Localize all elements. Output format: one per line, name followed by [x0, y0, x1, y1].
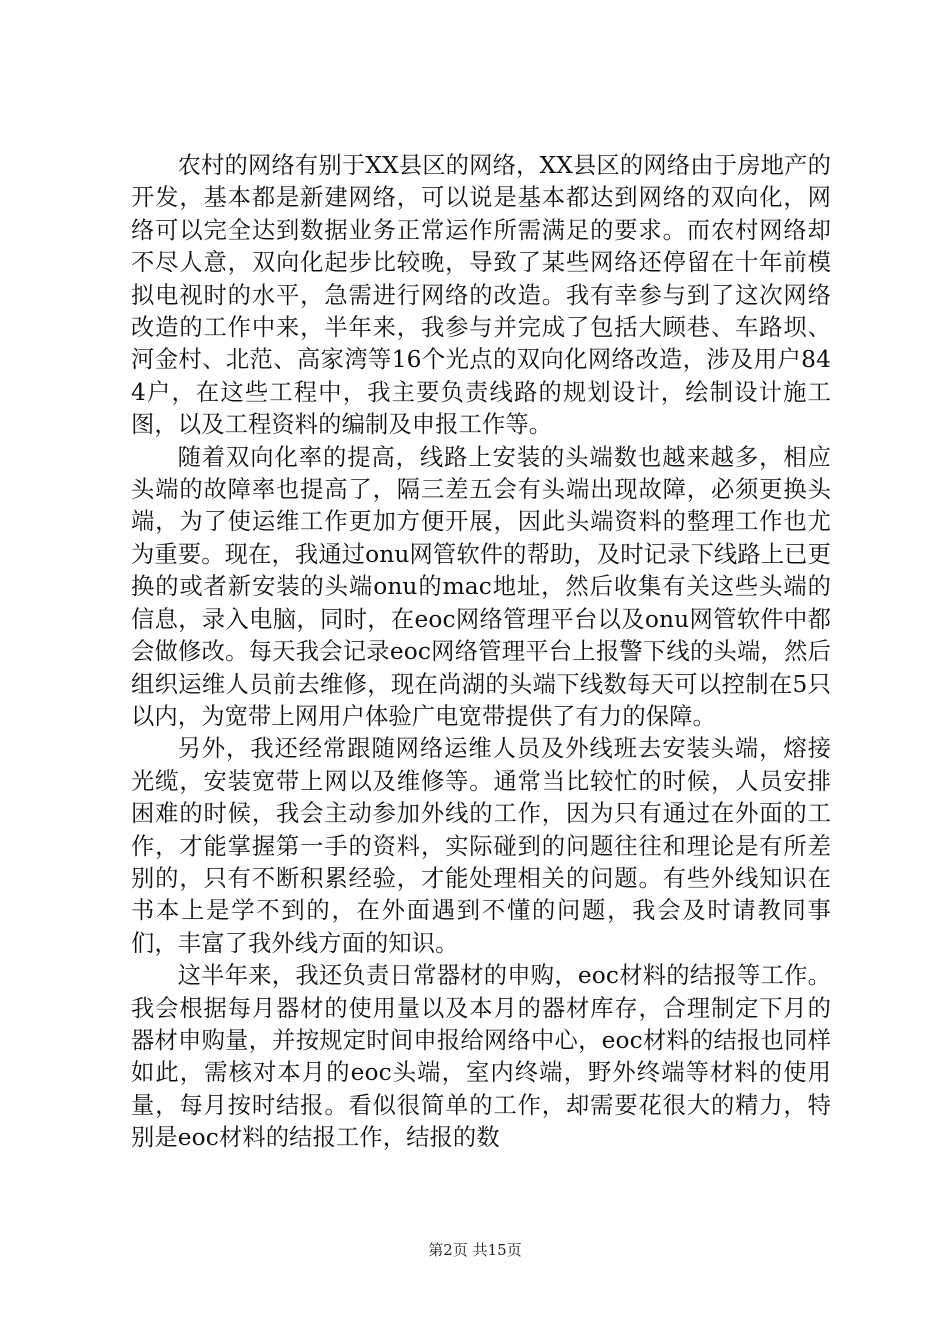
- page-number-footer: 第2页 共15页: [428, 1241, 522, 1259]
- document-body: [131, 150, 831, 1155]
- paragraph-rural-network: 农村的网络有别于XX县区的网络，XX县区的网络由于房地产的开发，基本都是新建网络，可以说是基本都达到网络的双向化，网络可以完全达到数据业务正常运作所需满足的要求。而农村网络却不尽人意，双向化起步比较晚，导致了某些网络还停留在十年前模拟电视时的水平，急需进行网络的改造。我有幸参与到了这次网络改造的工作中来，半年来，我参与并完成了包括大顾巷、车路坝、河金村、北范、高家湾等16个光点的双向化网络改造，涉及用户844户，在这些工程中，我主要负责线路的规划设计，绘制设计施工图，以及工程资料的编制及申报工作等。: [131, 152, 831, 439]
- paragraph-headend-maintenance: 随着双向化率的提高，线路上安装的头端数也越来越多，相应头端的故障率也提高了，隔三差五会有头端出现故障，必须更换头端，为了使运维工作更加方便开展，因此头端资料的整理工作也尤为重要。现在，我通过onu网管软件的帮助，及时记录下线路上已更换的或者新安装的头端onu的mac地址，然后收集有关这些头端的信息，录入电脑，同时，在eoc网络管理平台以及onu网管软件中都会做修改。每天我会记录eoc网络管理平台上报警下线的头端，然后组织运维人员前去维修，现在尚湖的头端下线数每天可以控制在5只以内，为宽带上网用户体验广电宽带提供了有力的保障。: [131, 443, 831, 730]
- paragraph-field-work: 另外，我还经常跟随网络运维人员及外线班去安装头端，熔接光缆，安装宽带上网以及维修等。通常当比较忙的时候，人员安排困难的时候，我会主动参加外线的工作，因为只有通过在外面的工作，才能掌握第一手的资料，实际碰到的问题往往和理论是有所差别的，只有不断积累经验，才能处理相关的问题。有些外线知识在书本上是学不到的，在外面遇到不懂的问题，我会及时请教同事们，丰富了我外线方面的知识。: [131, 735, 831, 957]
- paragraph-equipment-procurement: 这半年来，我还负责日常器材的申购，eoc材料的结报等工作。我会根据每月器材的使用量以及本月的器材库存，合理制定下月的器材申购量，并按规定时间申报给网络中心，eoc材料的结报也同样如此，需核对本月的eoc头端，室内终端，野外终端等材料的使用量，每月按时结报。看似很简单的工作，却需要花很大的精力，特别是eoc材料的结报工作，结报的数: [131, 962, 831, 1152]
